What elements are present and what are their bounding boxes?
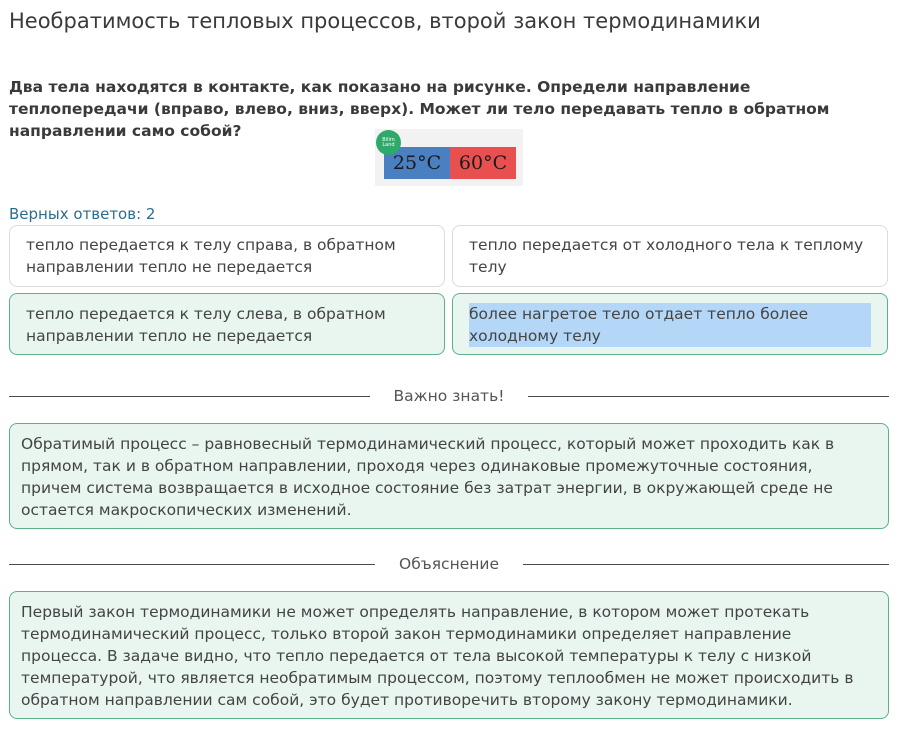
bilimland-logo-icon: Bilim Land bbox=[376, 130, 401, 155]
explanation-box bbox=[9, 591, 889, 719]
important-divider bbox=[9, 385, 889, 407]
answer-option-2[interactable] bbox=[452, 225, 888, 287]
answer-option-4[interactable] bbox=[452, 293, 888, 355]
divider-line bbox=[523, 564, 889, 565]
page-title: Необратимость тепловых процессов, второй закон термодинамики bbox=[9, 9, 761, 33]
divider-line bbox=[528, 396, 889, 397]
explanation-text: Первый закон термодинамики не может определять направление, в котором может протекать термодинамический процесс, только второй закон термодинамики определяет направление процесса. В задаче видно, что тепло передается от тела высокой температуры к телу с низкой температурой, что является необратимым процессом, поэтому теплообмен не может происходить в обратном направлении сам собой, это будет противоречить второму закону термодинамики. bbox=[21, 603, 854, 709]
divider-line bbox=[9, 564, 375, 565]
question-text: Два тела находятся в контакте, как показано на рисунке. Определи направление теплопередачи (вправо, влево, вниз, вверх). Может ли тело передавать тепло в обратном направлении само собой? bbox=[9, 78, 830, 140]
correct-answers-count: Верных ответов: 2 bbox=[9, 205, 156, 223]
cold-body: 25°C bbox=[384, 147, 450, 179]
answer-option-label: более нагретое тело отдает тепло более холодному телу bbox=[469, 303, 871, 347]
answer-option-1[interactable] bbox=[9, 225, 445, 287]
important-heading: Важно знать! bbox=[393, 387, 505, 405]
important-text: Обратимый процесс – равновесный термодинамический процесс, который может проходить как в прямом, так и в обратном направлении, проходя через одинаковые промежуточные состояния, причем система возвращается в исходное состояние без затрат энергии, в окружающей среде не остается макроскопических изменений. bbox=[21, 435, 835, 519]
hot-body: 60°C bbox=[450, 147, 516, 179]
explanation-divider bbox=[9, 553, 889, 575]
answer-option-label: тепло передается к телу справа, в обратном направлении тепло не передается bbox=[26, 236, 396, 276]
answer-option-3[interactable] bbox=[9, 293, 445, 355]
answer-option-label: тепло передается к телу слева, в обратном направлении тепло не передается bbox=[26, 305, 386, 345]
question-figure bbox=[375, 129, 523, 186]
explanation-heading: Объяснение bbox=[399, 555, 499, 573]
answer-option-label: тепло передается от холодного тела к теплому телу bbox=[469, 236, 864, 276]
divider-line bbox=[9, 396, 370, 397]
important-box bbox=[9, 423, 889, 529]
